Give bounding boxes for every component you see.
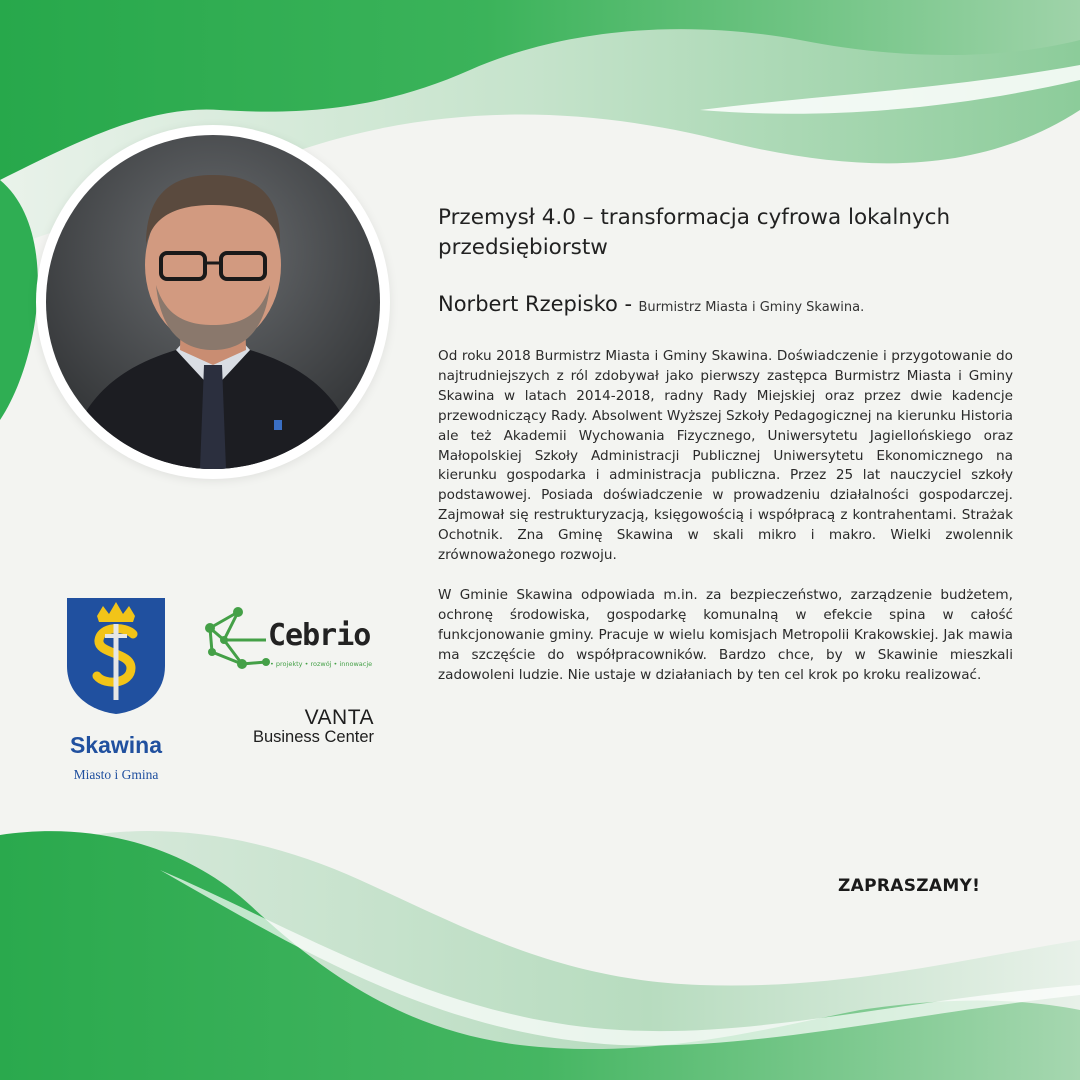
bio-paragraph: W Gminie Skawina odpowiada m.in. za bezpieczeństwo, zarządzenie budżetem, ochronę środowiska, gospodarkę komunalną w efekcie spina w całość funkcjonowanie gminy. Pracuje w wielu komisjach Metropolii Krakowskiej. Jak mawia ma szczęście do współpracowników. Bardzo chce, by w Skawinie mieszkali zadowoleni ludzie. Nie ustaje w działaniach by ten cel krok po kroku realizować.	[438, 586, 1013, 683]
vanta-name: VANTA	[304, 706, 374, 729]
vanta-subtitle: Business Center	[252, 728, 374, 746]
cebrio-network-icon	[202, 606, 272, 674]
skawina-coat-of-arms-icon	[65, 596, 167, 716]
speaker-name: Norbert Rzepisko -	[438, 292, 633, 316]
speaker-line	[438, 292, 1038, 316]
cebrio-tagline: • projekty • rozwój • innowacje	[270, 660, 373, 668]
skawina-logo	[56, 596, 176, 783]
speaker-photo	[46, 135, 380, 469]
speaker-bio	[438, 347, 1013, 706]
speaker-role: Burmistrz Miasta i Gminy Skawina.	[638, 300, 865, 315]
cta-text: ZAPRASZAMY!	[838, 876, 981, 896]
bio-paragraph: Od roku 2018 Burmistrz Miasta i Gminy Skawina. Doświadczenie i przygotowanie do najtrudniejszych z ról zdobywał jako pierwszy zastępca Burmistrz Miasta i Gminy Skawina w latach 2014-2018, radny Rady Miejskiej oraz przez dwie kadencje przewodniczący Rady. Absolwent Wyższej Szkoły Pedagogicznej na kierunku Historia ale też Akademii Wychowania Fizycznego, Uniwersytetu Jagiellońskiego oraz Małopolskiej Szkoły Administracji Publicznej Uniwersytetu Ekonomicznego na kierunku gospodarka i administracja publiczna. Przez 25 lat nauczyciel szkoły podstawowej. Posiada doświadczenie w prowadzeniu działalności gospodarczej. Zajmował się restrukturyzacją, księgowością i współpracą z kontrahentami. Strażak Ochotnik. Zna Gminę Skawina w skali mikro i makro. Wielki zwolennik zrównoważonego rozwoju.	[438, 348, 1013, 564]
event-headline: Przemysł 4.0 – transformacja cyfrowa lokalnych przedsiębiorstw	[438, 205, 951, 260]
cebrio-name: Cebrio	[268, 618, 371, 653]
vanta-logo	[222, 708, 374, 746]
skawina-name: Skawina	[69, 732, 163, 758]
cebrio-logo	[202, 606, 382, 674]
skawina-subtitle: Miasto i Gmina	[73, 767, 159, 782]
